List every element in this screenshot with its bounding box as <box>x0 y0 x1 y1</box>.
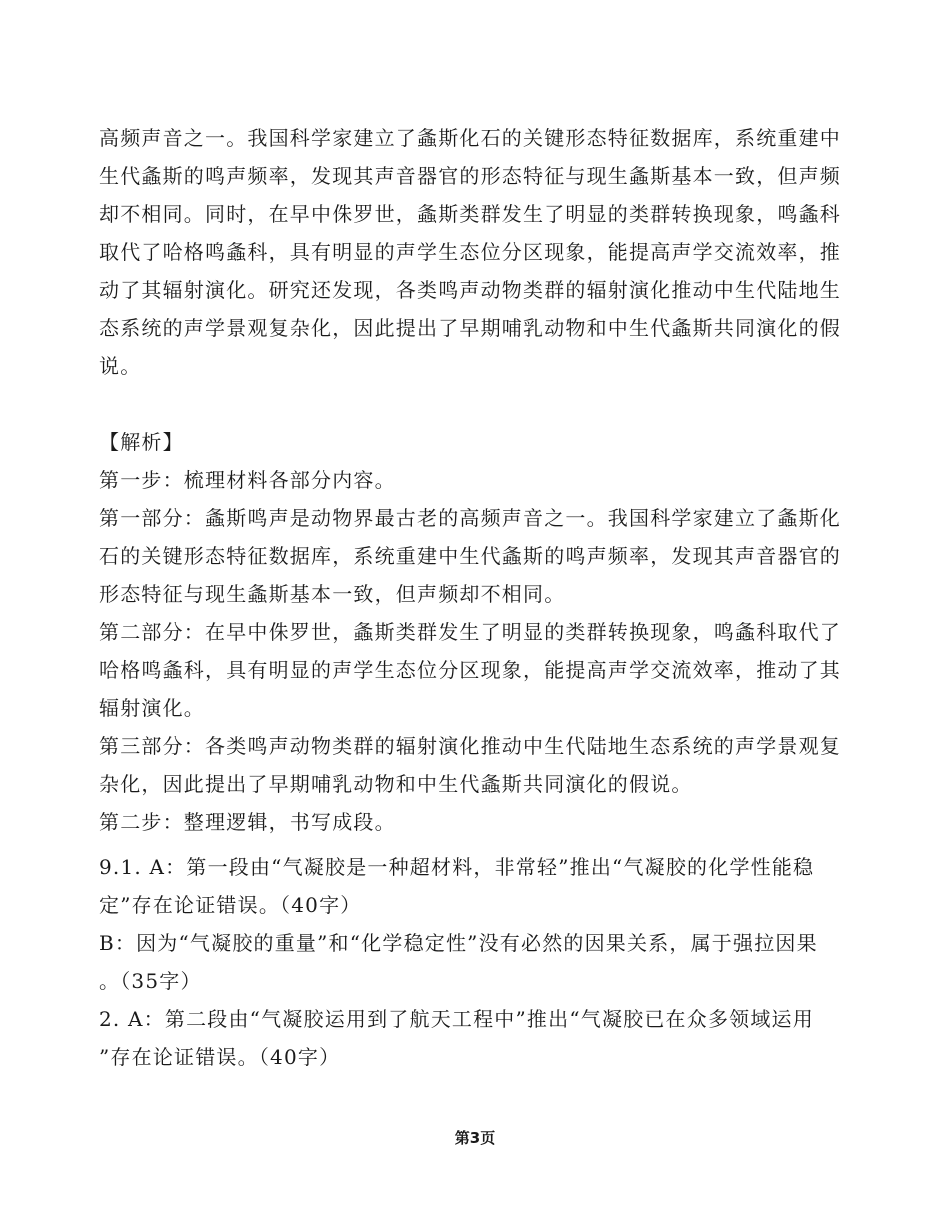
text-line: 生代螽斯的鸣声频率，发现其声音器官的形态特征与现生螽斯基本一致，但声频 <box>99 164 841 188</box>
answer-9-1-a <box>99 848 861 924</box>
text-line: 形态特征与现生螽斯基本一致，但声频却不相同。 <box>99 582 566 606</box>
text-line: 第二部分：在早中侏罗世，螽斯类群发生了明显的类群转换现象，鸣螽科取代了 <box>99 620 841 644</box>
document-body <box>99 119 861 1076</box>
text-line: 9.1. A：第一段由“气凝胶是一种超材料，非常轻”推出“气凝胶的化学性能稳 <box>99 855 815 879</box>
page-number: 第3页 <box>454 1129 496 1147</box>
analysis-heading: 【解析】 <box>99 430 184 454</box>
text-line: 高频声音之一。我国科学家建立了螽斯化石的关键形态特征数据库，系统重建中 <box>99 126 841 150</box>
analysis-part-three <box>99 727 861 803</box>
text-line: 。（35字） <box>99 969 202 993</box>
text-line: 动了其辐射演化。研究还发现，各类鸣声动物类群的辐射演化推动中生代陆地生 <box>99 278 841 302</box>
text-line: 第一部分：螽斯鸣声是动物界最古老的高频声音之一。我国科学家建立了螽斯化 <box>99 506 841 530</box>
text-line: 却不相同。同时，在早中侏罗世，螽斯类群发生了明显的类群转换现象，鸣螽科 <box>99 202 841 226</box>
text-line: 2. A：第二段由“气凝胶运用到了航天工程中”推出“气凝胶已在众多领域运用 <box>99 1007 814 1031</box>
answer-9-2-a <box>99 1000 861 1076</box>
text-line: 哈格鸣螽科，具有明显的声学生态位分区现象，能提高声学交流效率，推动了其 <box>99 658 841 682</box>
analysis-part-two <box>99 613 861 727</box>
paragraph-spacer <box>99 385 861 423</box>
answer-9-1-b <box>99 924 861 1000</box>
text-line: ”存在论证错误。（40字） <box>99 1045 341 1069</box>
text-line: B：因为“气凝胶的重量”和“化学稳定性”没有必然的因果关系，属于强拉因果 <box>99 931 818 955</box>
text-line: 态系统的声学景观复杂化，因此提出了早期哺乳动物和中生代螽斯共同演化的假 <box>99 316 841 340</box>
text-line: 第三部分：各类鸣声动物类群的辐射演化推动中生代陆地生态系统的声学景观复 <box>99 734 841 758</box>
text-line: 说。 <box>99 354 142 378</box>
intro-paragraph <box>99 119 861 385</box>
text-line: 杂化，因此提出了早期哺乳动物和中生代螽斯共同演化的假说。 <box>99 772 693 796</box>
text-line: 石的关键形态特征数据库，系统重建中生代螽斯的鸣声频率，发现其声音器官的 <box>99 544 841 568</box>
step-two: 第二步：整理逻辑，书写成段。 <box>99 810 396 834</box>
step-one: 第一步：梳理材料各部分内容。 <box>99 468 396 492</box>
text-line: 定”存在论证错误。（40字） <box>99 893 362 917</box>
analysis-part-one <box>99 499 861 613</box>
paragraph-spacer <box>99 841 861 848</box>
text-line: 辐射演化。 <box>99 696 205 720</box>
text-line: 取代了哈格鸣螽科，具有明显的声学生态位分区现象，能提高声学交流效率，推 <box>99 240 841 264</box>
